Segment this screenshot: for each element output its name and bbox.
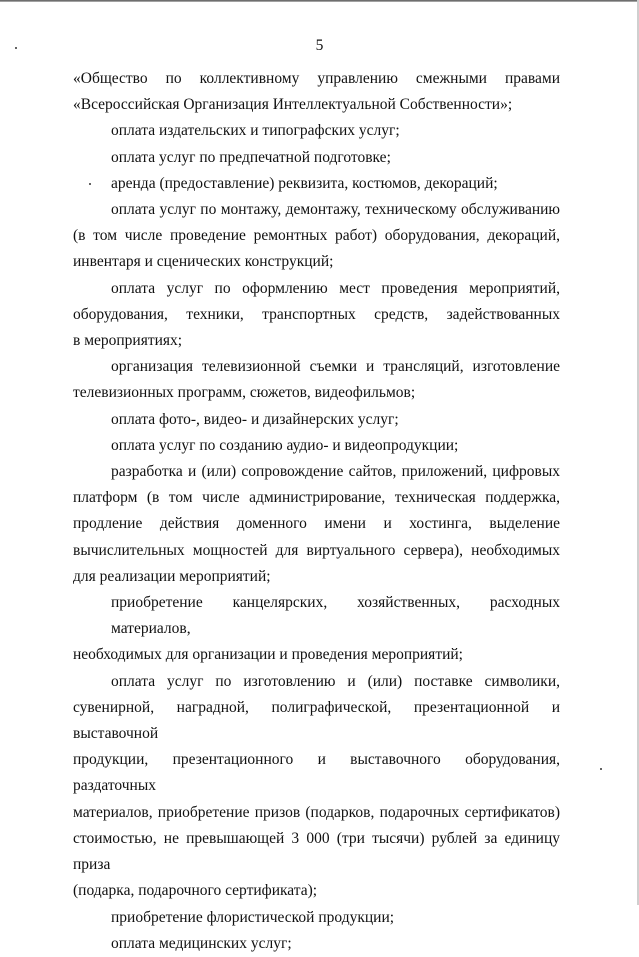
paragraph [73,407,560,433]
text-line: оплата услуг по предпечатной подготовке; [111,148,391,166]
text-line: «Общество по коллективному управлению смежными правами [73,70,560,87]
text-line: продукции, презентационного и выставочного оборудования, раздаточных [73,751,560,795]
text-line: инвентаря и сценических конструкций; [73,253,334,271]
text-line: стоимостью, не превышающей 3 000 (три тысячи) рублей за единицу приза [73,829,560,874]
paragraph [73,590,560,669]
page-number: 5 [315,37,324,54]
paragraph [73,145,560,171]
text-line: приобретение канцелярских, хозяйственных, расходных материалов, [111,594,560,638]
scan-speck [600,768,602,770]
text-line: телевизионных программ, сюжетов, видеофильмов; [73,384,416,402]
text-line: «Всероссийская Организация Интеллектуальной Собственности»; [73,96,513,114]
text-line: аренда (предоставление) реквизита, костюмов, декораций; [111,174,498,192]
text-line: для реализации мероприятий; [73,567,271,585]
text-line: (подарка, подарочного сертификата); [73,882,318,900]
paragraph [73,931,560,957]
text-line: разработка и (или) сопровождение сайтов, приложений, цифровых [111,463,560,481]
paragraph [73,118,560,144]
paragraph [73,905,560,931]
text-line: приобретение флористической продукции; [111,908,395,926]
text-line: вычислительных мощностей для виртуального сервера), необходимых [73,541,560,559]
text-line: оплата фото-, видео- и дизайнерских услуг; [111,410,399,428]
text-line: организация телевизионной съемки и трансляций, изготовление [111,358,560,376]
text-line: платформ (в том числе администрирование, техническая поддержка, [73,489,560,507]
paragraph [73,276,560,355]
paragraph [73,354,560,406]
paragraph [73,669,560,905]
text-line: оплата услуг по изготовлению и (или) поставке символики, [111,672,560,690]
text-line: продление действия доменного имени и хостинга, выделение [73,515,560,533]
paragraph [73,171,560,197]
text-line: необходимых для организации и проведения мероприятий; [73,646,463,664]
paragraph [73,433,560,459]
text-line: оплата услуг по оформлению мест проведения мероприятий, [111,279,560,297]
paragraph [73,459,560,590]
text-line: оплата издательских и типографских услуг; [111,122,400,140]
paragraph [73,66,560,118]
text-line: оплата медицинских услуг; [111,934,292,952]
paragraph [73,197,560,276]
scan-edge-top [0,0,639,2]
text-line: материалов, приобретение призов (подарков, подарочных сертификатов) [73,803,560,821]
text-line: сувенирной, наградной, полиграфической, презентационной и выставочной [73,698,560,743]
text-line: оборудования, техники, транспортных средств, задействованных [73,305,560,323]
text-line: (в том числе проведение ремонтных работ) оборудования, декораций, [73,227,560,245]
text-line: оплата услуг по монтажу, демонтажу, техническому обслуживанию [111,201,560,219]
text-line: в мероприятиях; [73,332,183,350]
text-line: оплата услуг по созданию аудио- и видеопродукции; [111,436,459,454]
document-body [73,66,560,957]
